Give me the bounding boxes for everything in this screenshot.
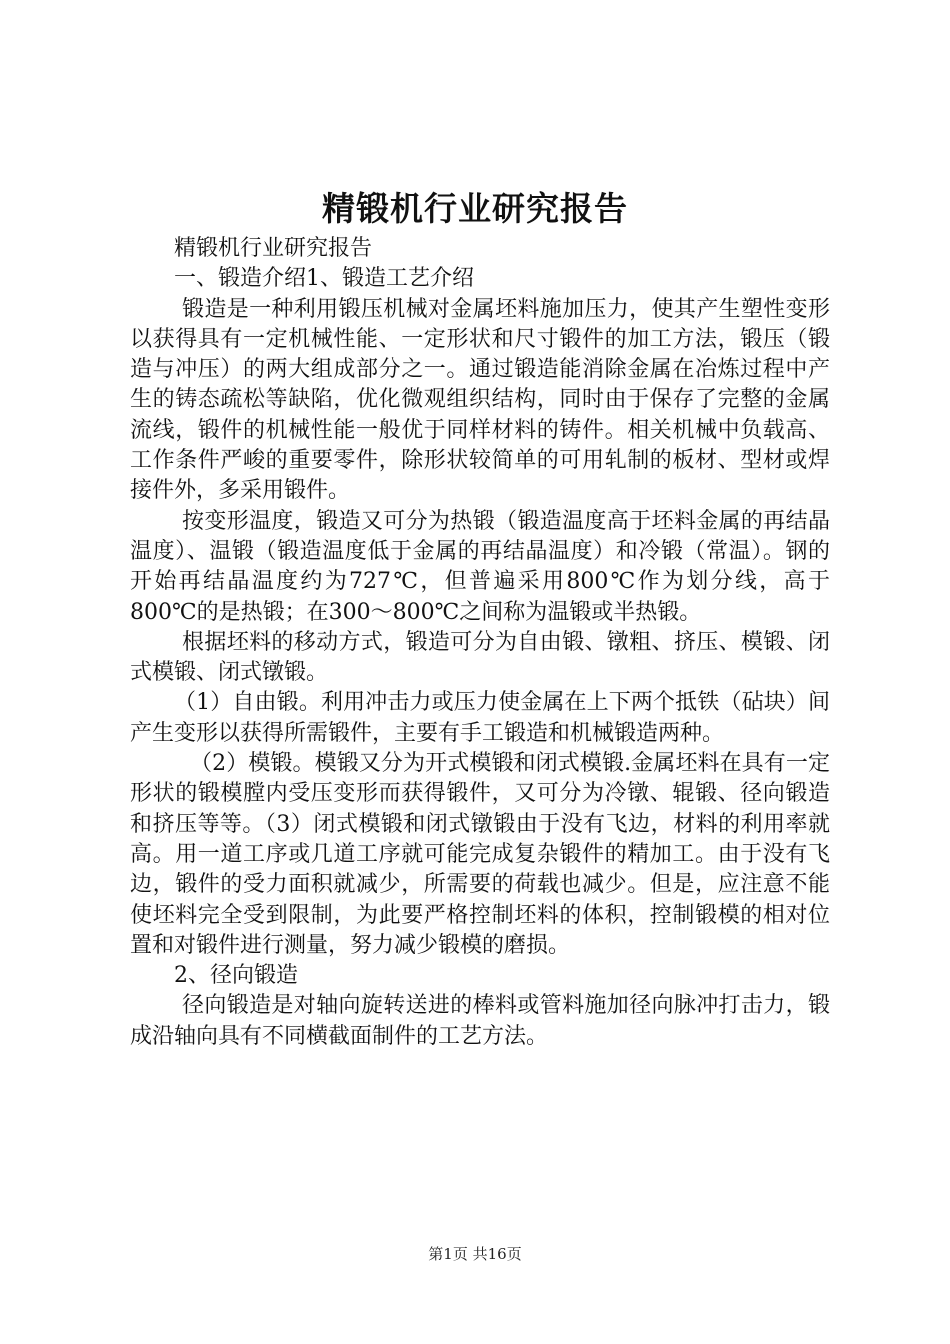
- section-heading-forging-intro: 一、锻造介绍1、锻造工艺介绍: [174, 266, 474, 292]
- document-title: 精锻机行业研究报告: [322, 189, 628, 228]
- paragraph-subtitle: 精锻机行业研究报告: [174, 236, 373, 261]
- page-number-footer: 第1页 共16页: [428, 1245, 522, 1263]
- paragraph-radial-forging: 径向锻造是对轴向旋转送进的棒料或管料施加径向脉冲打击力，锻成沿轴向具有不同横截面制件的工艺方法。: [130, 993, 830, 1049]
- paragraph-forging-definition: 锻造是一种利用锻压机械对金属坯料施加压力，使其产生塑性变形以获得具有一定机械性能、一定形状和尺寸锻件的加工方法，锻压（锻造与冲压）的两大组成部分之一。通过锻造能消除金属在冶炼过程中产生的铸态疏松等缺陷，优化微观组织结构，同时由于保存了完整的金属流线，锻件的机械性能一般优于同样材料的铸件。相关机械中负载高、工作条件严峻的重要零件，除形状较简单的可用轧制的板材、型材或焊接件外，多采用锻件。: [130, 296, 830, 504]
- paragraph-free-forging: （1）自由锻。利用冲击力或压力使金属在上下两个抵铁（砧块）间产生变形以获得所需锻件，主要有手工锻造和机械锻造两种。: [130, 690, 830, 746]
- document-body: [130, 234, 830, 1052]
- section-heading-radial-forging: 2、径向锻造: [174, 963, 298, 989]
- paragraph-die-forging: （2）模锻。模锻又分为开式模锻和闭式模锻.金属坯料在具有一定形状的锻模膛内受压变形而获得锻件，又可分为冷镦、辊锻、径向锻造和挤压等等。（3）闭式模锻和闭式镦锻由于没有飞边，材料的利用率就高。用一道工序或几道工序就可能完成复杂锻件的精加工。由于没有飞边，锻件的受力面积就减少，所需要的荷载也减少。但是，应注意不能使坯料完全受到限制，为此要严格控制坯料的体积，控制锻模的相对位置和对锻件进行测量，努力减少锻模的磨损。: [130, 751, 830, 958]
- paragraph-forging-temperature: 按变形温度，锻造又可分为热锻（锻造温度高于坯料金属的再结晶温度）、温锻（锻造温度低于金属的再结晶温度）和冷锻（常温）。钢的开始再结晶温度约为727℃，但普遍采用800℃作为划分线，高于800℃的是热锻；在300～800℃之间称为温锻或半热锻。: [130, 508, 830, 625]
- paragraph-forging-methods: 根据坯料的移动方式，锻造可分为自由锻、镦粗、挤压、模锻、闭式模锻、闭式镦锻。: [130, 629, 830, 686]
